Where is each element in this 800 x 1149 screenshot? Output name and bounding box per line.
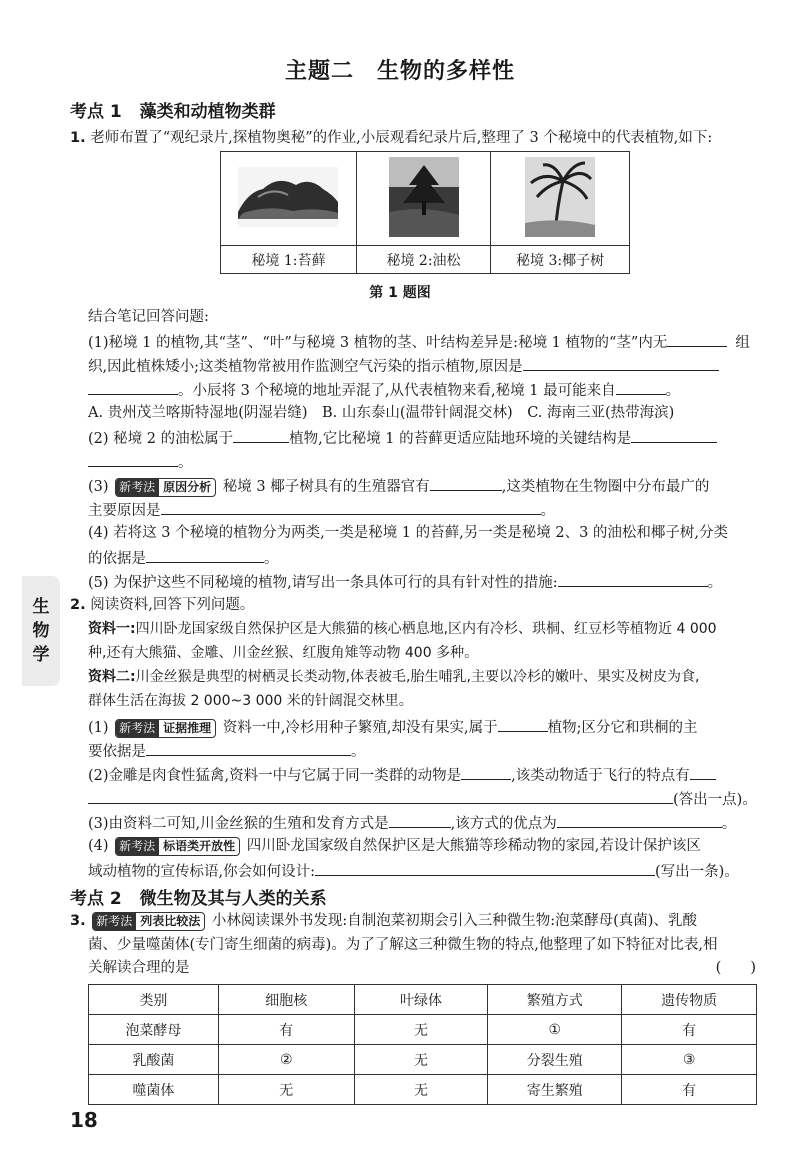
q1-part2-line1 xyxy=(88,427,717,449)
answer-blank[interactable] xyxy=(233,427,289,443)
new-method-tag xyxy=(115,478,216,497)
q2-part1-text-c: 要依据是 xyxy=(88,744,146,760)
q2-part2-text-a: (2)金雕是肉食性猛禽,资料一中与它属于同一类群的动物是 xyxy=(88,768,462,784)
q1-part1-text-c: 。小辰将 3 个秘境的地址弄混了,从代表植物来看,秘境 1 最可能来自 xyxy=(178,383,616,399)
answer-blank[interactable] xyxy=(389,812,451,828)
q2-part4-text-c: (写出一条)。 xyxy=(655,864,739,880)
q1-part1-text-end: 组 xyxy=(735,335,750,351)
section-heading-2 xyxy=(70,884,327,909)
tag-icon: 新考法 xyxy=(93,913,136,930)
answer-blank[interactable] xyxy=(558,571,708,587)
q2-part4-line2 xyxy=(88,860,739,882)
question-3-line2: 菌、少量噬菌体(专门寄生细菌的病毒)。为了了解这三种微生物的特点,他整理了如下特征对比表,相 xyxy=(88,937,718,953)
table-header-cell: 类别 xyxy=(89,985,219,1015)
question-number: 1. xyxy=(70,130,86,146)
q1-part3-line1 xyxy=(88,475,709,497)
q2-part1-text-a: 资料一中,冷杉用种子繁殖,却没有果实,属于 xyxy=(222,720,498,736)
figure-caption-3: 秘境 3:椰子树 xyxy=(491,246,630,274)
subject-side-tab xyxy=(22,576,60,686)
q2-part4-line1 xyxy=(88,836,701,856)
side-tab-char: 学 xyxy=(32,645,50,665)
answer-blank[interactable] xyxy=(667,331,727,347)
answer-blank[interactable] xyxy=(146,547,264,563)
question-text: 老师布置了“观纪录片,探植物奥秘”的作业,小辰观看纪录片后,整理了 3 个秘境中的代表植物,如下: xyxy=(90,130,713,146)
q2-part3 xyxy=(88,812,736,834)
material-2-line1 xyxy=(88,667,699,687)
figure-cell-pine xyxy=(356,152,490,246)
answer-blank[interactable] xyxy=(631,427,717,443)
answer-blank[interactable] xyxy=(557,812,722,828)
question-number: 2. xyxy=(70,597,86,613)
q2-part1-line2 xyxy=(88,740,366,762)
period: 。 xyxy=(264,551,279,567)
material-1-line2: 种,还有大熊猫、金雕、川金丝猴、红腹角雉等动物 400 多种。 xyxy=(88,645,479,661)
table-cell: 有 xyxy=(622,1015,757,1045)
question-number: 3. xyxy=(70,913,86,929)
q1-part1-line1 xyxy=(88,331,750,353)
period: 。 xyxy=(665,383,681,399)
answer-blank[interactable] xyxy=(498,716,548,732)
period: 。 xyxy=(721,816,737,832)
table-cell: 噬菌体 xyxy=(89,1075,219,1105)
tag-icon: 新考法 xyxy=(116,479,159,496)
table-cell: 有 xyxy=(622,1075,757,1105)
q2-part4-text-b: 域动植物的宣传标语,你会如何设计: xyxy=(88,864,315,880)
period: 。 xyxy=(707,575,723,591)
microbe-comparison-table xyxy=(88,984,757,1105)
tag-label: 原因分析 xyxy=(163,480,212,494)
table-cell: 无 xyxy=(354,1075,488,1105)
q1-part1-line3 xyxy=(88,379,680,401)
plant-figure-table xyxy=(220,151,630,274)
tag-icon: 新考法 xyxy=(116,838,159,855)
side-tab-char: 生 xyxy=(32,597,50,617)
q1-part5 xyxy=(88,571,722,593)
q1-part1-line2 xyxy=(88,355,719,377)
table-header-row xyxy=(89,985,757,1015)
table-cell: 无 xyxy=(354,1015,488,1045)
answer-blank[interactable] xyxy=(88,788,673,804)
q1-part3-text-b: ,这类植物在生物圈中分布最广的 xyxy=(501,479,710,495)
question-text: 关解读合理的是 xyxy=(88,960,190,976)
q1-part1-text-b: 织,因此植株矮小;这类植物常被用作监测空气污染的指示植物,原因是 xyxy=(88,359,523,375)
q2-part1-line1 xyxy=(88,716,698,738)
moss-photo xyxy=(238,167,338,227)
tag-label: 证据推理 xyxy=(163,721,212,735)
table-cell: ② xyxy=(218,1045,354,1075)
question-2-intro xyxy=(70,595,254,615)
material-text: 四川卧龙国家级自然保护区是大熊猫的核心栖息地,区内有冷杉、珙桐、红豆杉等植物近 4 000 xyxy=(135,621,717,637)
q2-part4-number: (4) xyxy=(88,838,109,854)
table-cell: 无 xyxy=(218,1075,354,1105)
q1-part1-text-a: (1)秘境 1 的植物,其“茎”、“叶”与秘境 3 植物的茎、叶结构差异是:秘境 1 植物的“茎”内无 xyxy=(88,335,668,351)
question-text: 小林阅读课外书发现:自制泡菜初期会引入三种微生物:泡菜酵母(真菌)、乳酸 xyxy=(211,913,697,929)
q1-part3-text-a: 秘境 3 椰子树具有的生殖器官有 xyxy=(222,479,430,495)
material-1-line1 xyxy=(88,619,717,639)
question-1-intro xyxy=(70,128,712,148)
figure-cell-moss xyxy=(221,152,357,246)
section-label: 考点 2 xyxy=(70,889,122,909)
new-method-tag xyxy=(115,837,240,856)
answer-blank[interactable] xyxy=(315,860,655,876)
table-header-cell: 叶绿体 xyxy=(354,985,488,1015)
section-heading-1 xyxy=(70,97,276,122)
answer-parentheses[interactable]: ( ) xyxy=(715,960,756,976)
q1-part4-line2 xyxy=(88,547,279,569)
q1-part2-line2 xyxy=(88,451,193,473)
material-label: 资料一: xyxy=(88,621,136,637)
page-title: 主题二 生物的多样性 xyxy=(284,59,515,84)
material-label: 资料二: xyxy=(88,669,136,685)
q2-part2-line1 xyxy=(88,764,716,786)
table-cell: 无 xyxy=(354,1045,488,1075)
q1-part5-text: (5) 为保护这些不同秘境的植物,请写出一条具体可行的具有针对性的措施: xyxy=(88,575,558,591)
table-cell: 乳酸菌 xyxy=(89,1045,219,1075)
q2-part2-text-b: ,该类动物适于飞行的特点有 xyxy=(511,768,690,784)
table-row xyxy=(89,1075,757,1105)
page-number: 18 xyxy=(70,1108,98,1132)
answer-blank[interactable] xyxy=(690,764,716,780)
table-header-cell: 细胞核 xyxy=(218,985,354,1015)
period: 。 xyxy=(540,503,555,519)
answer-blank[interactable] xyxy=(146,740,351,756)
q2-part4-text-a: 四川卧龙国家级自然保护区是大熊猫等珍稀动物的家园,若设计保护该区 xyxy=(246,838,701,854)
table-header-cell: 遗传物质 xyxy=(622,985,757,1015)
table-cell: ③ xyxy=(622,1045,757,1075)
q1-part4-text-b: 的依据是 xyxy=(88,551,146,567)
material-text: 川金丝猴是典型的树栖灵长类动物,体表被毛,胎生哺乳,主要以冷杉的嫩叶、果实及树皮为食, xyxy=(135,669,700,685)
table-row xyxy=(89,1015,757,1045)
section-title: 微生物及其与人类的关系 xyxy=(139,889,327,909)
q1-part3-line2 xyxy=(88,499,555,521)
q1-part2-text-b: 植物,它比秘境 1 的苔藓更适应陆地环境的关键结构是 xyxy=(289,431,632,447)
q1-part3-number: (3) xyxy=(88,479,109,495)
q2-part1-number: (1) xyxy=(88,720,109,736)
answer-blank[interactable] xyxy=(430,475,502,491)
answer-blank[interactable] xyxy=(616,379,666,395)
q1-part2-text-a: (2) 秘境 2 的油松属于 xyxy=(88,431,234,447)
answer-blank[interactable] xyxy=(523,355,719,371)
answer-blank[interactable] xyxy=(88,451,178,467)
material-2-line2: 群体生活在海拔 2 000~3 000 米的针阔混交林里。 xyxy=(88,693,413,709)
q2-part3-text-a: (3)由资料二可知,川金丝猴的生殖和发育方式是 xyxy=(88,816,389,832)
table-row xyxy=(89,1045,757,1075)
answer-blank[interactable] xyxy=(161,499,541,515)
figure-caption-2: 秘境 2:油松 xyxy=(356,246,490,274)
q1-options: A. 贵州茂兰喀斯特湿地(阴湿岩缝) B. 山东泰山(温带针阔混交林) C. 海南三亚(热带海滨) xyxy=(88,405,675,421)
figure-caption-1: 秘境 1:苔藓 xyxy=(221,246,357,274)
question-text: 阅读资料,回答下列问题。 xyxy=(90,597,255,613)
figure-cell-coconut xyxy=(491,152,630,246)
figure-caption: 第 1 题图 xyxy=(369,285,431,301)
tag-label: 列表比较法 xyxy=(140,914,201,928)
side-tab-char: 物 xyxy=(32,621,50,641)
tag-icon: 新考法 xyxy=(116,720,159,737)
new-method-tag xyxy=(115,719,216,738)
table-cell: 有 xyxy=(218,1015,354,1045)
table-cell: ① xyxy=(488,1015,622,1045)
section-label: 考点 1 xyxy=(70,102,122,122)
question-3-line1 xyxy=(70,911,697,931)
notes-intro: 结合笔记回答问题: xyxy=(88,309,209,325)
table-cell: 分裂生殖 xyxy=(488,1045,622,1075)
table-cell: 寄生繁殖 xyxy=(488,1075,622,1105)
coconut-palm-photo xyxy=(525,157,595,237)
period: 。 xyxy=(178,455,193,471)
q1-part3-text-c: 主要原因是 xyxy=(88,503,161,519)
q2-part1-text-b: 植物;区分它和珙桐的主 xyxy=(547,720,698,736)
period: 。 xyxy=(351,744,366,760)
q2-part2-line2 xyxy=(88,788,757,810)
pine-photo xyxy=(389,157,459,237)
table-cell: 泡菜酵母 xyxy=(89,1015,219,1045)
table-header-cell: 繁殖方式 xyxy=(488,985,622,1015)
tag-label: 标语类开放性 xyxy=(163,839,236,853)
answer-blank[interactable] xyxy=(461,764,511,780)
new-method-tag xyxy=(92,912,205,931)
answer-blank[interactable] xyxy=(88,379,178,395)
section-title: 藻类和动植物类群 xyxy=(139,102,276,122)
q2-part3-text-b: ,该方式的优点为 xyxy=(450,816,557,832)
question-3-line3 xyxy=(88,958,756,978)
q1-part4-line1: (4) 若将这 3 个秘境的植物分为两类,一类是秘境 1 的苔藓,另一类是秘境 2、3 的油松和椰子树,分类 xyxy=(88,525,729,541)
q2-part2-text-c: (答出一点)。 xyxy=(673,792,757,808)
